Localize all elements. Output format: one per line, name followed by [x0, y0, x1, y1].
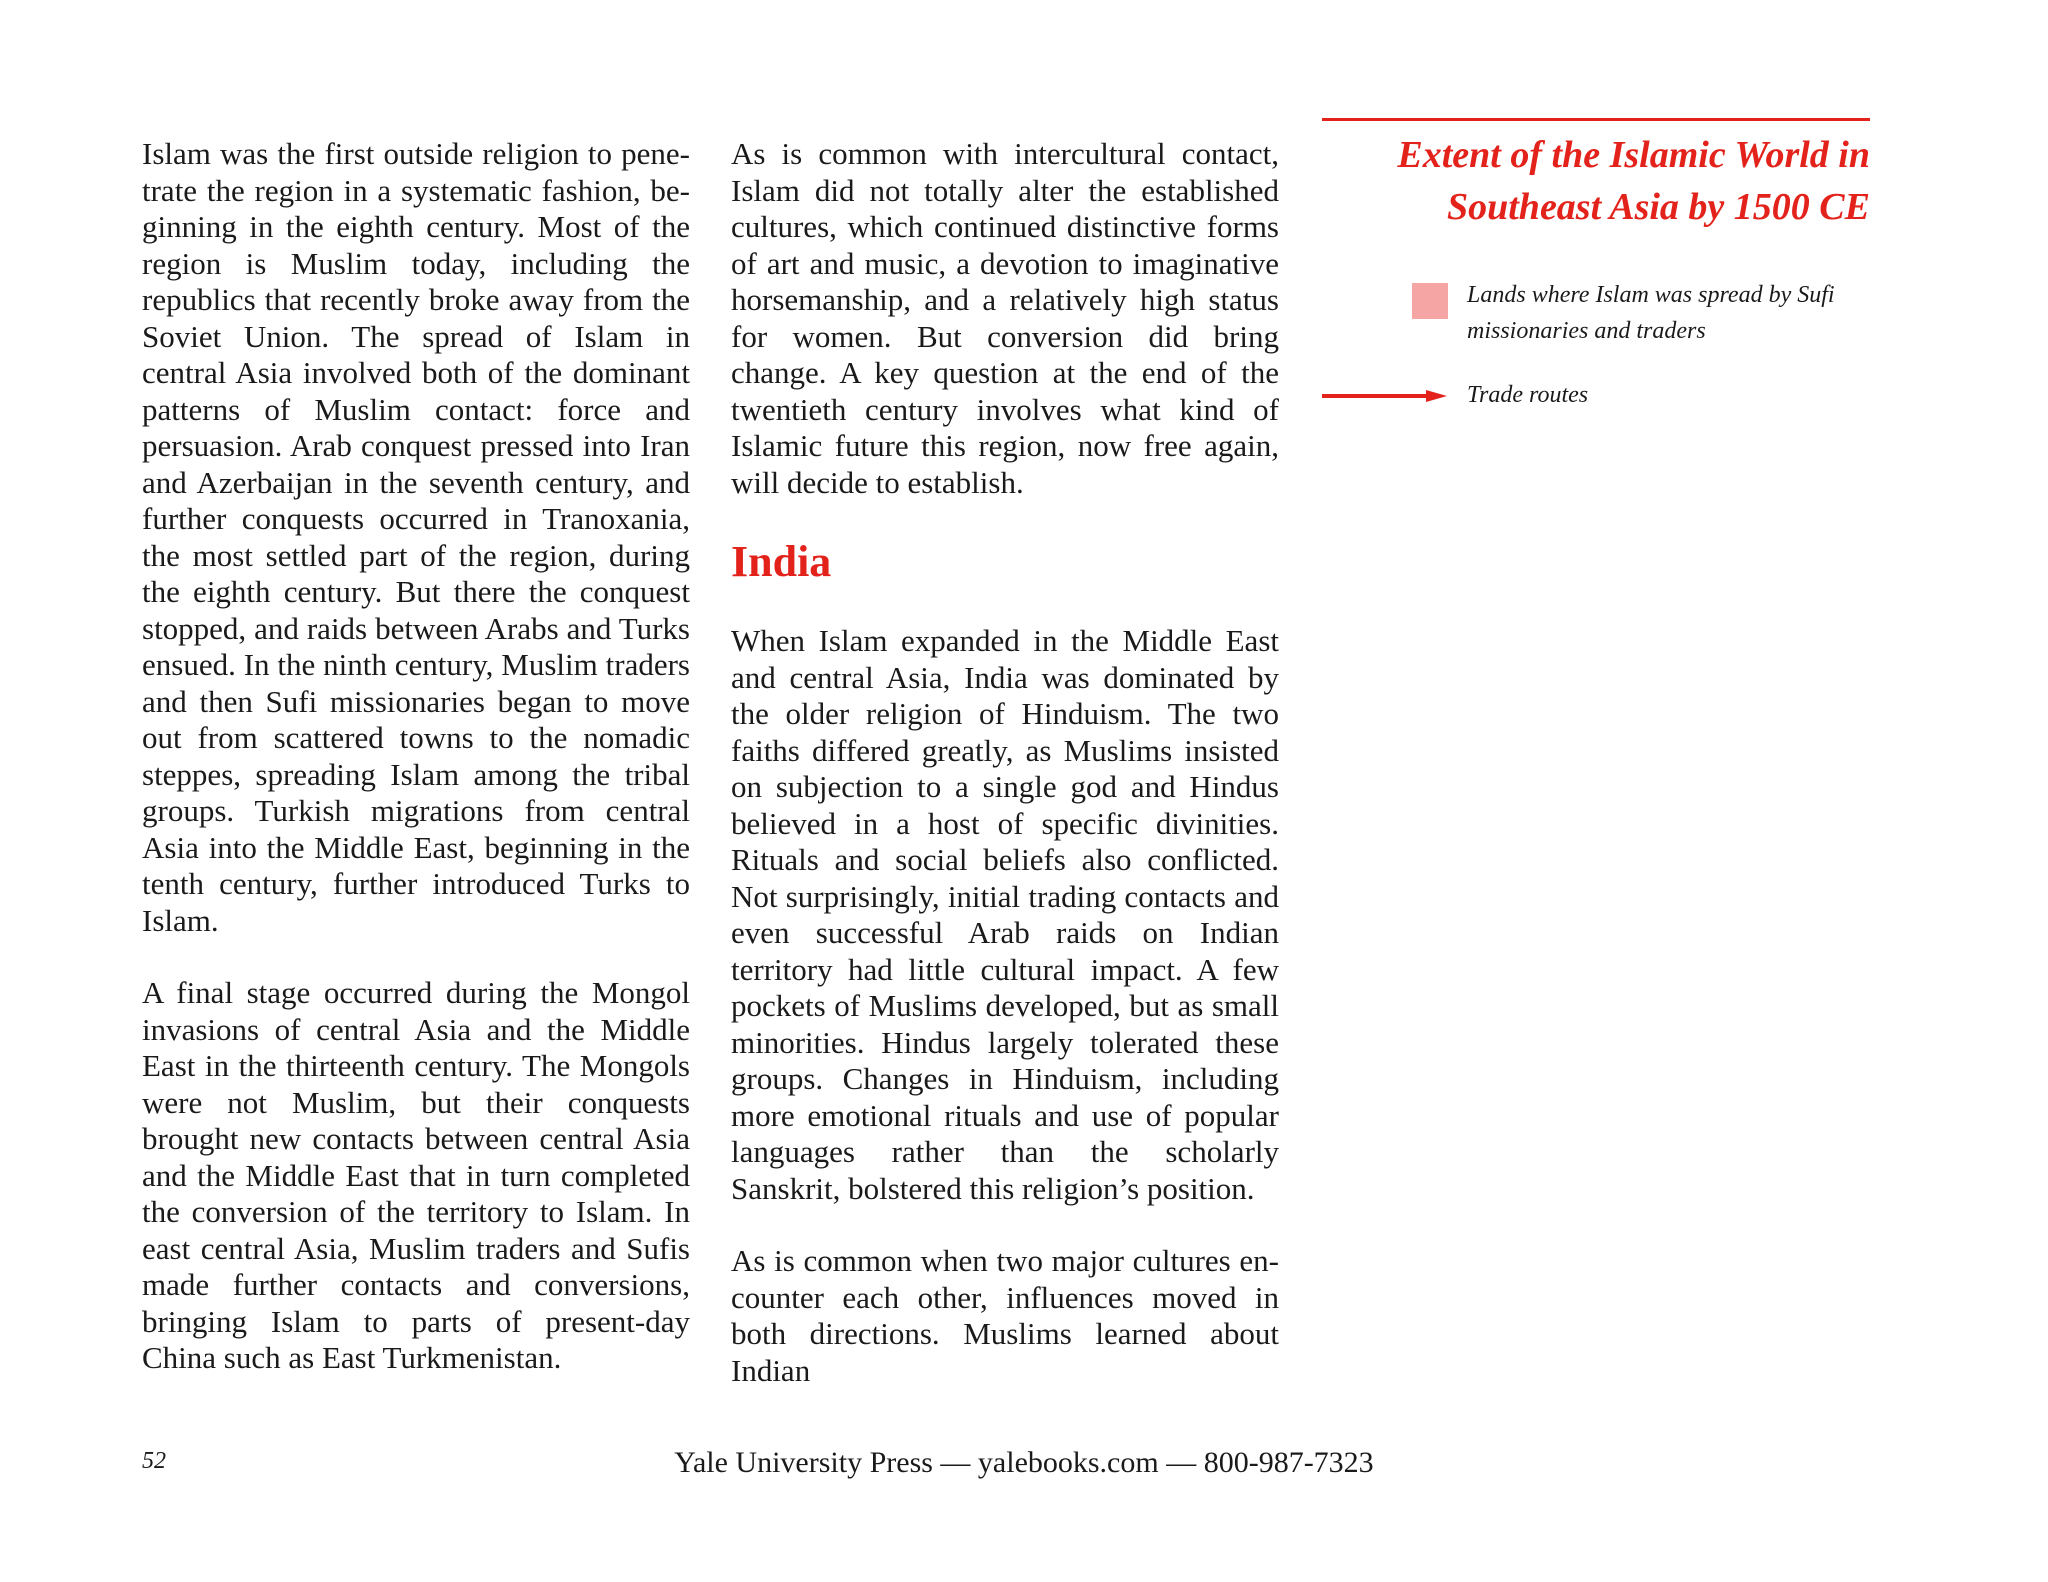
sidebar-rule — [1322, 118, 1870, 121]
map-legend-sidebar — [1322, 118, 1870, 433]
section-heading-india: India — [731, 537, 832, 586]
text-column-middle — [731, 136, 1279, 1425]
red-arrow-icon — [1322, 389, 1447, 403]
sidebar-title — [1322, 129, 1870, 233]
paragraph: As is common when two major cultures encounter each other, influences moved in both directions. Muslims learned about Indian — [731, 1243, 1279, 1388]
paragraph: When Islam expanded in the Middle East and central Asia, India was dominated by the older religion of Hinduism. The two faiths differed greatly, as Muslims insisted on subjection to a single god and Hindus believed in a host of specific divinities. Rituals and social beliefs also conflicted. Not surprisingly, initial trading contacts and even successful Arab raids on Indian territory had little cultural impact. A few pockets of Muslims developed, but as small minorities. Hindus largely tolerated these groups. Changes in Hinduism, including more emotional rituals and use of popular languages rather than the scholarly Sanskrit, bolstered this religion’s position. — [731, 623, 1279, 1206]
publisher-footer: Yale University Press — yalebooks.com — 800-987-7323 — [674, 1446, 1374, 1479]
sidebar-title-line: Southeast Asia by 1500 CE — [1446, 186, 1870, 228]
sidebar-title-line: Extent of the Islamic World in — [1397, 134, 1870, 176]
legend — [1322, 273, 1870, 433]
paragraph: As is common with intercultural contact, Islam did not totally alter the established cultures, which continued distinctive forms of art and music, a devotion to imaginative horsemanship, and a relatively high status for women. But conversion did bring change. A key question at the end of the twentieth century involves what kind of Islamic future this region, now free again, will decide to establish. — [731, 136, 1279, 500]
pink-area-swatch-icon — [1412, 283, 1448, 319]
paragraph: Islam was the first outside religion to penetrate the region in a systematic fashion, beginning in the eighth century. Most of the region is Muslim today, including the republics that recently broke away from the Soviet Union. The spread of Islam in central Asia involved both of the dominant patterns of Muslim contact: force and persuasion. Arab conquest pressed into Iran and Azerbaijan in the seventh century, and further conquests occurred in Tranoxania, the most settled part of the region, during the eighth century. But there the conquest stopped, and raids between Arabs and Turks ensued. In the ninth century, Muslim traders and then Sufi missionaries began to move out from scattered towns to the nomadic steppes, spreading Islam among the tribal groups. Turkish migrations from central Asia into the Middle East, beginning in the tenth century, further introduced Turks to Islam. — [142, 136, 690, 938]
paragraph: A final stage occurred during the Mongol invasions of central Asia and the Middle East in the thirteenth century. The Mongols were not Muslim, but their conquests brought new contacts between central Asia and the Middle East that in turn completed the conversion of the territory to Islam. In east central Asia, Muslim traders and Sufis made further contacts and conversions, bringing Islam to parts of present-day China such as East Turkmenistan. — [142, 975, 690, 1375]
legend-label: Trade routes — [1467, 382, 1589, 408]
legend-label: Lands where Islam was spread by Sufi missionaries and traders — [1467, 282, 1835, 344]
text-column-left — [142, 136, 690, 1413]
page-number: 52 — [142, 1448, 166, 1474]
